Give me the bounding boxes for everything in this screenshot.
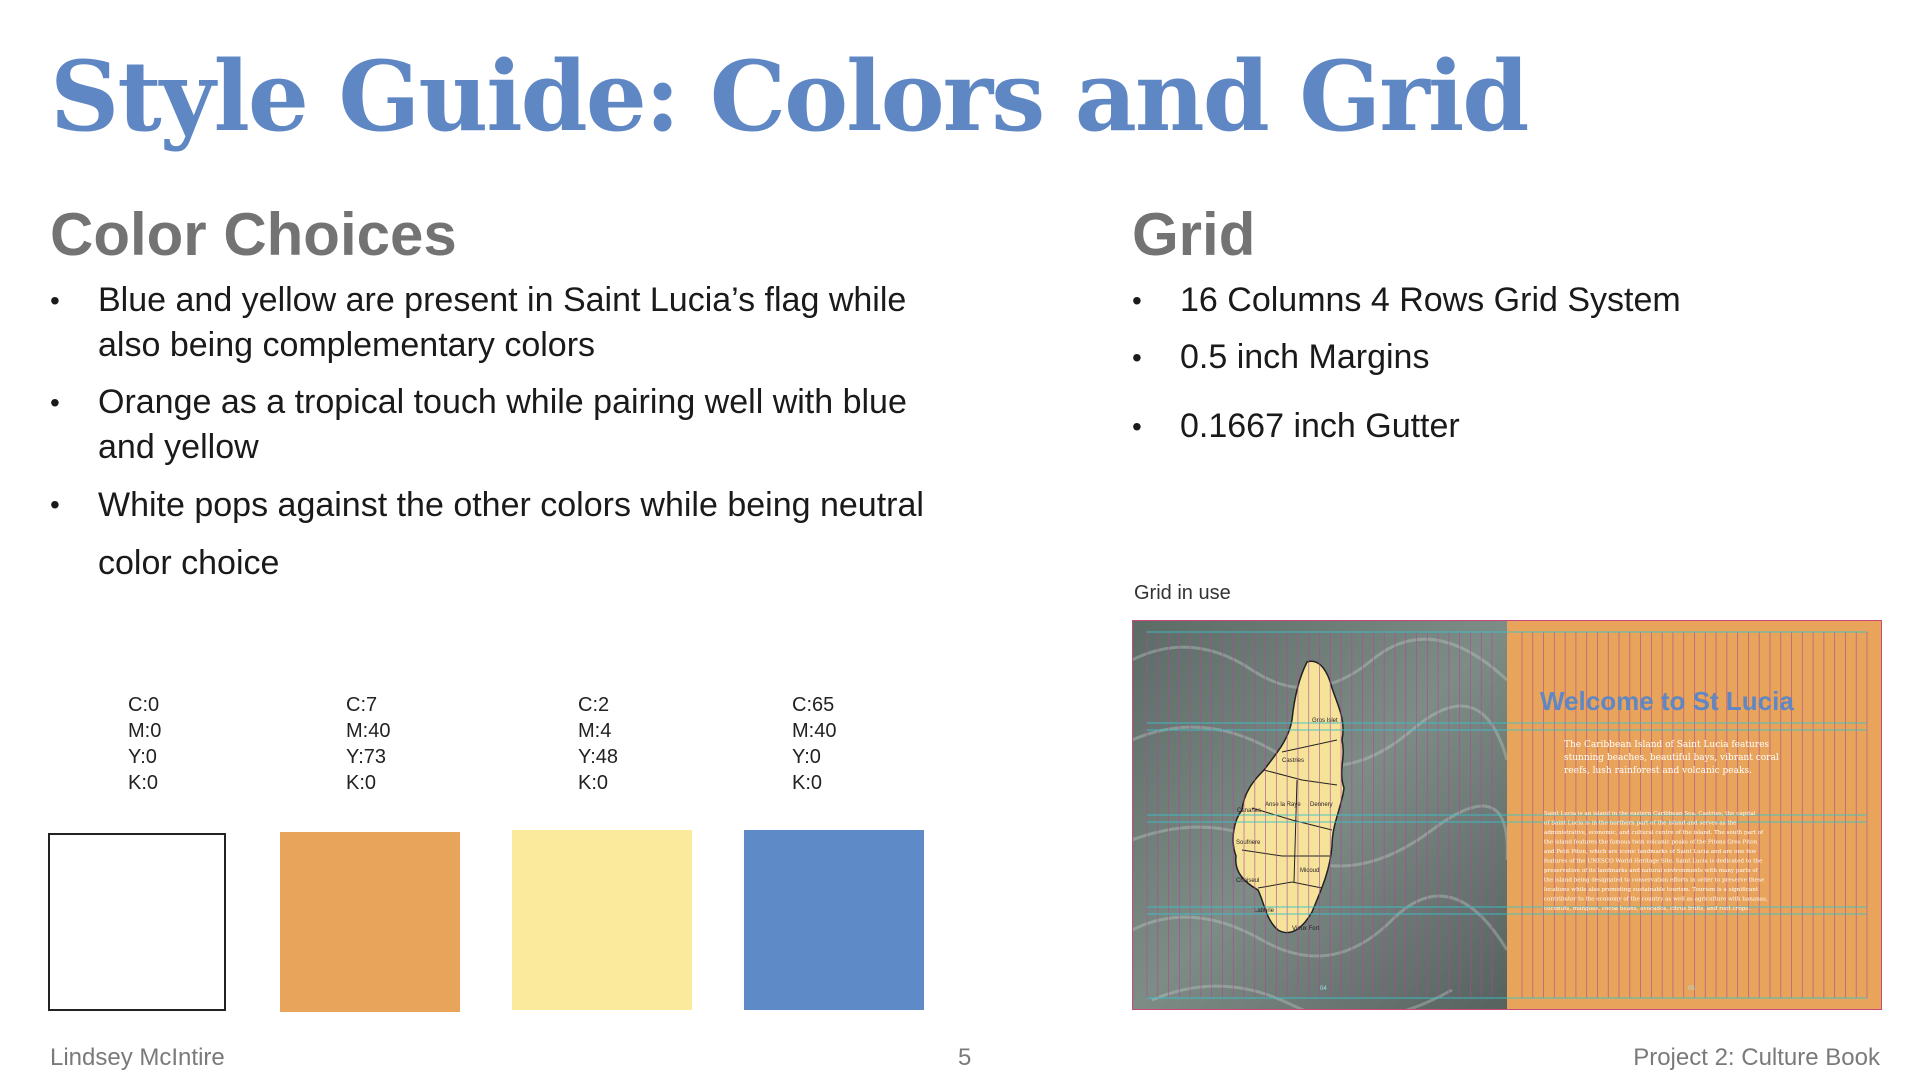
map-label-micoud: Micoud: [1300, 868, 1320, 874]
list-item: • Orange as a tropical touch while pairing well with blue and yellow: [50, 380, 950, 470]
map-label-dennery: Dennery: [1310, 802, 1333, 808]
swatch-orange: [280, 832, 460, 1012]
body-line: preservation of its landmarks and natural environments with many parts of: [1544, 868, 1758, 874]
cmyk-values-blue: C:65 M:40 Y:0 K:0: [792, 694, 837, 794]
body-line: coconuts, mangoes, cocoa beans, avocados, citrus fruits, and root crops.: [1544, 906, 1750, 912]
cmyk-values-orange: C:7 M:40 Y:73 K:0: [346, 694, 391, 794]
cmyk-values-white: C:0 M:0 Y:0 K:0: [128, 694, 162, 794]
swatch-yellow: [512, 830, 692, 1010]
cmyk-values-yellow: C:2 M:4 Y:48 K:0: [578, 694, 619, 794]
list-item: • White pops against the other colors while being neutral color choice: [50, 476, 950, 592]
grid-heading: Grid: [1132, 201, 1256, 268]
swatch-blue: [744, 830, 924, 1010]
page-number-left: 04: [1320, 986, 1327, 992]
list-item: • Blue and yellow are present in Saint Lucia’s flag while also being complementary colors: [50, 278, 950, 368]
map-label-castries: Castries: [1282, 758, 1305, 764]
intro-line: The Caribbean Island of Saint Lucia features: [1564, 740, 1770, 750]
grid-in-use-image: [1132, 620, 1882, 1010]
map-label-anse-la-raye: Anse la Raye: [1265, 802, 1301, 808]
body-line: contributor to the economy of the country as well as agriculture with bananas,: [1544, 896, 1768, 903]
color-choices-list: [50, 278, 950, 592]
map-label-laborie: Laborie: [1254, 908, 1275, 914]
spread-body-text: [1544, 811, 1768, 912]
list-item: • 16 Columns 4 Rows Grid System: [1132, 278, 1872, 323]
map-label-vieux-fort: Vieux Fort: [1292, 926, 1320, 932]
grid-spread-preview: [1132, 620, 1882, 1010]
intro-line: reefs, lush rainforest and volcanic peaks.: [1564, 766, 1752, 776]
list-item: • 0.5 inch Margins: [1132, 335, 1872, 380]
spread-title: Welcome to St Lucia: [1540, 686, 1794, 716]
map-label-choiseul: Choiseul: [1236, 878, 1260, 884]
body-line: administrative, economic, and cultural centre of the island. The south part of: [1544, 830, 1764, 836]
footer-project: Project 2: Culture Book: [1633, 1044, 1880, 1071]
body-line: the island features the famous twin volcanic peaks of the Pitons Gros Piton: [1544, 839, 1758, 846]
body-line: locations while also promoting sustainable tourism. Tourism is a significant: [1544, 887, 1759, 893]
swatch-white: [48, 833, 226, 1011]
list-item: • 0.1667 inch Gutter: [1132, 404, 1872, 449]
intro-line: stunning beaches, beautiful bays, vibrant coral: [1564, 753, 1779, 763]
body-line: features of the UNESCO World Heritage Site. Saint Lucia is dedicated to the: [1544, 858, 1763, 865]
map-label-gros-islet: Gros Islet: [1312, 718, 1338, 724]
body-line: the island being designated to conservation efforts in order to preserve these: [1544, 877, 1765, 884]
page-title: Style Guide: Colors and Grid: [50, 40, 1528, 153]
grid-caption: Grid in use: [1134, 582, 1231, 604]
map-label-canaries: Canaries: [1237, 808, 1262, 814]
footer-page-number: 5: [958, 1044, 972, 1071]
spread-intro: [1564, 740, 1779, 776]
footer-author: Lindsey McIntire: [50, 1044, 225, 1071]
map-label-soufriere: Soufriere: [1236, 840, 1261, 846]
grid-list: [1132, 278, 1872, 449]
page-number-right: 05: [1688, 986, 1695, 992]
body-line: Saint Lucia is an island in the eastern Caribbean Sea. Castries, the capital: [1544, 811, 1756, 817]
body-line: of Saint Lucia is in the northern part of the island and serves as the: [1544, 820, 1737, 827]
body-line: and Petit Piton, which are iconic landmarks of Saint Lucia and are one few: [1544, 849, 1757, 855]
color-choices-heading: Color Choices: [50, 201, 457, 268]
